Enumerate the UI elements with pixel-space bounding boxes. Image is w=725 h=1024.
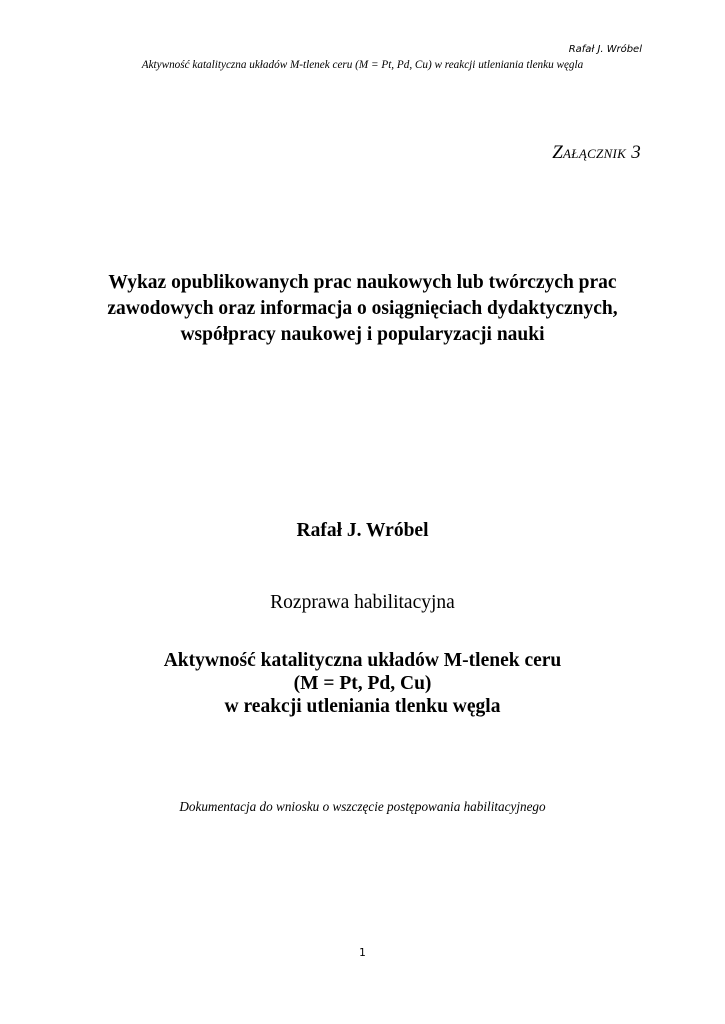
thesis-title-line: (M = Pt, Pd, Cu) bbox=[293, 673, 432, 694]
annex-label: Załącznik 3 bbox=[552, 142, 641, 163]
thesis-title-line: w reakcji utleniania tlenku węgla bbox=[224, 696, 501, 717]
running-header-title: Aktywność katalityczna układów M-tlenek ceru (M = Pt, Pd, Cu) w reakcji utleniania tlenku węgla bbox=[141, 59, 584, 71]
thesis-title bbox=[0, 649, 725, 718]
main-title-line: współpracy naukowej i popularyzacji nauki bbox=[180, 324, 545, 345]
main-title-line: Wykaz opublikowanych prac naukowych lub twórczych prac bbox=[108, 272, 617, 293]
running-header-author: Rafał J. Wróbel bbox=[568, 44, 642, 55]
main-title-line: zawodowych oraz informacja o osiągnięciach dydaktycznych, bbox=[107, 298, 618, 319]
main-title bbox=[0, 270, 725, 348]
thesis-title-line: Aktywność katalityczna układów M-tlenek ceru bbox=[163, 650, 562, 671]
author-name: Rafał J. Wróbel bbox=[296, 520, 429, 541]
page-number: 1 bbox=[359, 947, 366, 959]
thesis-type: Rozprawa habilitacyjna bbox=[270, 592, 455, 613]
documentation-note: Dokumentacja do wniosku o wszczęcie postępowania habilitacyjnego bbox=[179, 799, 546, 814]
